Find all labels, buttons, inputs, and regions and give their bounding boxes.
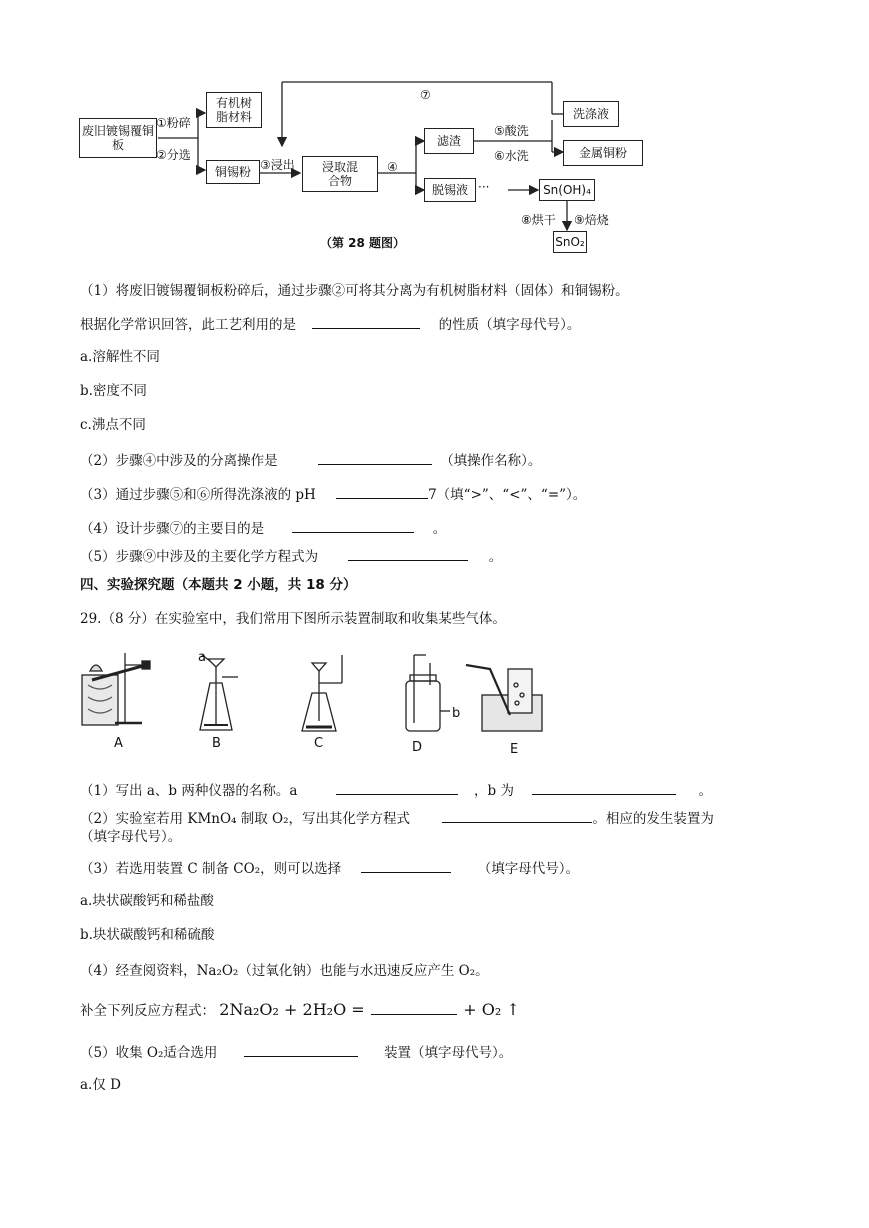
q29-equation	[80, 1000, 520, 1020]
prompt-text: （填字母代号）。	[477, 861, 579, 877]
marker-b: b	[452, 706, 461, 721]
prompt-text: 。	[698, 783, 713, 799]
box-tin-hydroxide: Sn(OH)₄	[539, 179, 595, 201]
equation-right: + O₂ ↑	[463, 1000, 520, 1019]
prompt-text: （5）步骤⑨中涉及的主要化学方程式为	[80, 549, 319, 565]
prompt-text: 7（填“>”、“<”、“=”）。	[428, 487, 587, 503]
prompt-text: 。	[432, 521, 447, 537]
q29-part5	[80, 1042, 512, 1062]
section-heading: 四、实验探究题（本题共 2 小题，共 18 分）	[80, 577, 357, 593]
step-7-label: ⑦	[420, 88, 431, 102]
box-cu-sn-powder: 铜锡粉	[206, 160, 260, 184]
prompt-text: 装置（填字母代号）。	[383, 1045, 513, 1061]
q29-part1	[80, 780, 712, 800]
answer-blank[interactable]	[532, 780, 676, 795]
diagram-caption: （第 28 题图）	[320, 236, 406, 250]
apparatus-b-label: B	[212, 736, 221, 751]
q29-option-b: b.块状碳酸钙和稀硫酸	[80, 927, 215, 943]
q28-part2	[80, 450, 541, 470]
prompt-text: （2）实验室若用 KMnO₄ 制取 O₂，写出其化学方程式	[80, 811, 411, 827]
answer-blank[interactable]	[244, 1042, 358, 1057]
answer-blank[interactable]	[336, 484, 428, 499]
q29-part2	[80, 808, 714, 828]
apparatus-c-label: C	[314, 736, 324, 751]
prompt-text: 。	[488, 549, 503, 565]
q28-part1-prompt	[80, 314, 580, 334]
prompt-text: （3）若选用装置 C 制备 CO₂，则可以选择	[80, 861, 342, 877]
prompt-text: （填操作名称）。	[440, 453, 542, 469]
answer-blank[interactable]	[442, 808, 592, 823]
box-residue: 滤渣	[424, 128, 474, 154]
apparatus-a-label: A	[114, 736, 123, 751]
answer-blank[interactable]	[361, 858, 451, 873]
q29-intro: 29.（8 分）在实验室中，我们常用下图所示装置制取和收集某些气体。	[80, 611, 506, 627]
q29-part2-cont: （填字母代号）。	[80, 829, 182, 845]
answer-blank[interactable]	[292, 518, 414, 533]
q29-option-a: a.块状碳酸钙和稀盐酸	[80, 893, 214, 909]
box-metal-copper: 金属铜粉	[563, 140, 643, 166]
marker-a: a	[198, 650, 206, 665]
apparatus-d-label: D	[412, 740, 423, 755]
prompt-text: 的性质（填字母代号）。	[438, 317, 581, 333]
box-resin: 有机树脂材料	[206, 92, 262, 128]
q29-part4: （4）经查阅资料，Na₂O₂（过氧化钠）也能与水迅速反应产生 O₂。	[80, 963, 489, 979]
step-9-label: ⑨焙烧	[574, 213, 609, 227]
q29-option-5a: a.仅 D	[80, 1077, 121, 1093]
answer-blank[interactable]	[312, 314, 420, 329]
prompt-text: ，b 为	[474, 783, 514, 799]
prompt-text: （3）通过步骤⑤和⑥所得洗涤液的 pH	[80, 487, 316, 503]
prompt-text: （5）收集 O₂适合选用	[80, 1045, 218, 1061]
step-4-label: ④	[387, 160, 398, 174]
box-mixture: 浸取混合物	[302, 156, 378, 192]
step-2-label: ②分选	[156, 148, 191, 162]
prompt-text: （1）写出 a、b 两种仪器的名称。a	[80, 783, 298, 799]
prompt-text: （2）步骤④中涉及的分离操作是	[80, 453, 278, 469]
box-wash-liquid: 洗涤液	[563, 101, 619, 127]
ellipsis: ···	[478, 180, 490, 194]
answer-blank[interactable]	[336, 780, 458, 795]
q28-part4	[80, 518, 446, 538]
step-1-label: ①粉碎	[156, 116, 191, 130]
answer-blank[interactable]	[348, 546, 468, 561]
prompt-text: 。相应的发生装置为	[592, 811, 714, 827]
option-c: c.沸点不同	[80, 417, 146, 433]
prompt-text: 补全下列反应方程式：	[80, 1003, 215, 1019]
apparatus-drawings	[70, 645, 560, 745]
box-raw-material: 废旧镀锡覆铜板	[79, 118, 157, 158]
step-3-label: ③浸出	[260, 158, 295, 172]
equation-left: 2Na₂O₂ + 2H₂O =	[219, 1000, 365, 1019]
prompt-text: （4）设计步骤⑦的主要目的是	[80, 521, 265, 537]
q28-part3	[80, 484, 586, 504]
step-6-label: ⑥水洗	[494, 149, 529, 163]
box-tin-dioxide: SnO₂	[553, 231, 587, 253]
option-a: a.溶解性不同	[80, 349, 160, 365]
q28-part1: （1）将废旧镀锡覆铜板粉碎后，通过步骤②可将其分离为有机树脂材料（固体）和铜锡粉。	[80, 283, 629, 299]
q29-part3	[80, 858, 579, 878]
box-detin-liquid: 脱锡液	[424, 178, 476, 202]
step-5-label: ⑤酸洗	[494, 124, 529, 138]
prompt-text: 根据化学常识回答，此工艺利用的是	[80, 317, 296, 333]
option-b: b.密度不同	[80, 383, 147, 399]
apparatus-e-label: E	[510, 742, 519, 757]
answer-blank[interactable]	[371, 1000, 457, 1015]
answer-blank[interactable]	[318, 450, 432, 465]
step-8-label: ⑧烘干	[521, 213, 556, 227]
q28-part5	[80, 546, 502, 566]
